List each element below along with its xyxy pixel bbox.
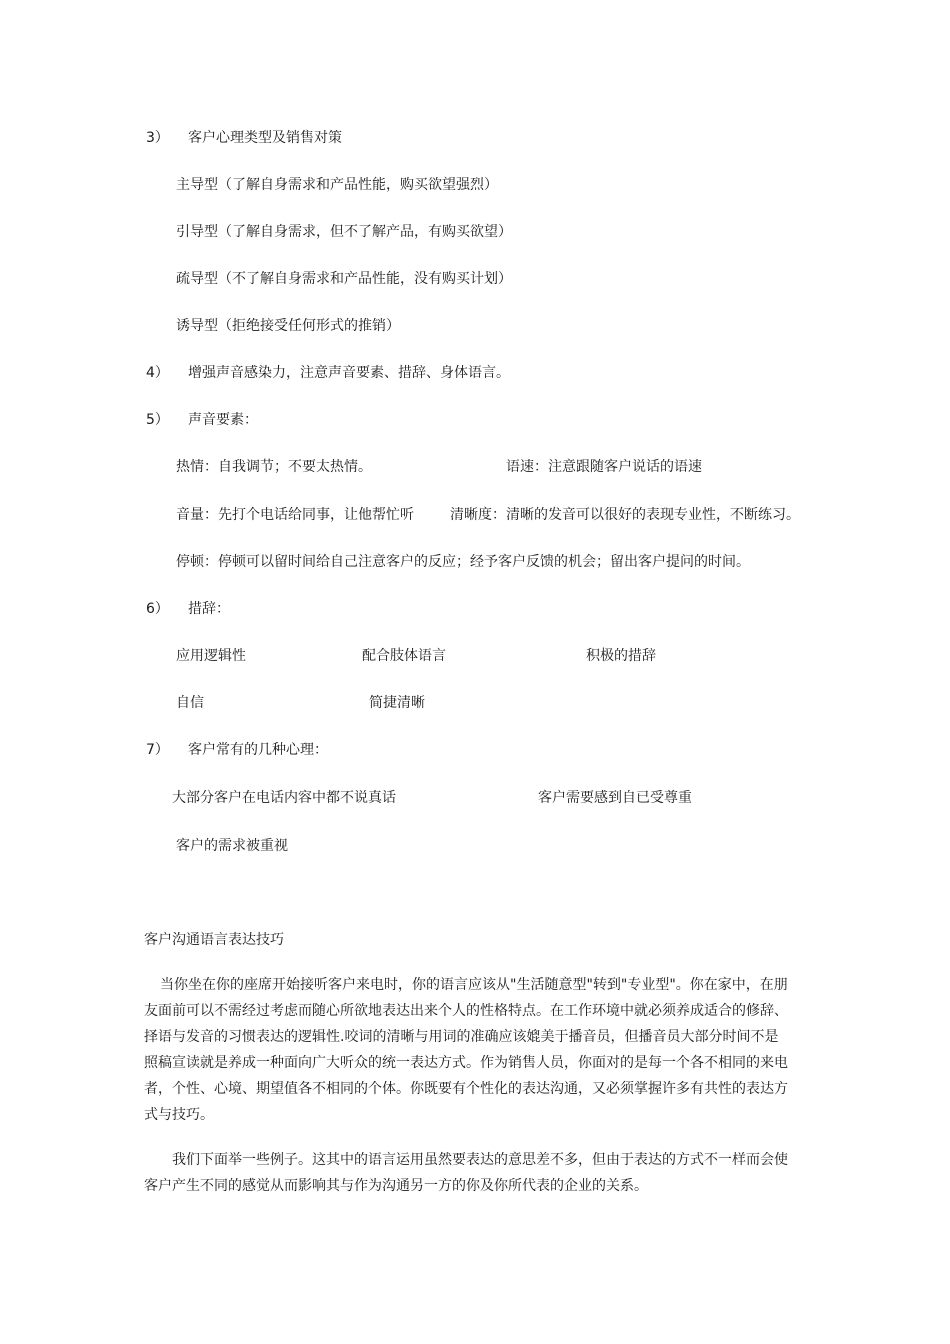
psychology-item: 大部分客户在电话内容中都不说真话 bbox=[172, 790, 396, 806]
paragraph-line: 当你坐在你的座席开始接听客户来电时，你的语言应该从"生活随意型"转到"专业型"。你在家中，在朋 bbox=[160, 977, 788, 993]
voice-speed: 语速：注意跟随客户说话的语速 bbox=[506, 459, 702, 475]
item-number-3: 3） bbox=[146, 130, 169, 146]
paragraph-1 bbox=[144, 972, 806, 1128]
item-number-4: 4） bbox=[146, 365, 169, 381]
list-item: 主导型（了解自身需求和产品性能，购买欲望强烈） bbox=[176, 177, 498, 193]
section-6-title: 措辞： bbox=[188, 601, 230, 617]
psychology-item: 客户的需求被重视 bbox=[176, 838, 288, 854]
voice-enthusiasm: 热情：自我调节；不要太热情。 bbox=[176, 459, 372, 475]
paragraph-line: 者，个性、心境、期望值各不相同的个体。你既要有个性化的表达沟通，又必须掌握许多有共性的表达方 bbox=[144, 1081, 788, 1097]
section-7-title: 客户常有的几种心理： bbox=[188, 742, 328, 758]
voice-clarity: 清晰度：清晰的发音可以很好的表现专业性，不断练习。 bbox=[450, 507, 800, 523]
paragraph-line: 择语与发音的习惯表达的逻辑性.咬词的清晰与用词的准确应该媲美于播音员，但播音员大部分时间不是 bbox=[144, 1029, 779, 1045]
paragraph-line: 照稿宣读就是养成一种面向广大听众的统一表达方式。作为销售人员，你面对的是每一个各不相同的来电 bbox=[144, 1055, 788, 1071]
paragraph-line: 我们下面举一些例子。这其中的语言运用虽然要表达的意思差不多，但由于表达的方式不一样而会使 bbox=[172, 1152, 788, 1168]
paragraph-line: 客户产生不同的感觉从而影响其与作为沟通另一方的你及你所代表的企业的关系。 bbox=[144, 1178, 648, 1194]
wording-item: 简捷清晰 bbox=[369, 695, 425, 711]
voice-pause: 停顿：停顿可以留时间给自己注意客户的反应；经予客户反馈的机会；留出客户提问的时间。 bbox=[176, 554, 750, 570]
section-heading: 客户沟通语言表达技巧 bbox=[144, 932, 284, 948]
section-4-title: 增强声音感染力，注意声音要素、措辞、身体语言。 bbox=[188, 365, 510, 381]
paragraph-line: 式与技巧。 bbox=[144, 1107, 214, 1123]
item-number-6: 6） bbox=[146, 601, 169, 617]
wording-item: 积极的措辞 bbox=[586, 648, 656, 664]
list-item: 疏导型（不了解自身需求和产品性能，没有购买计划） bbox=[176, 271, 512, 287]
paragraph-2 bbox=[144, 1147, 806, 1199]
voice-volume: 音量：先打个电话给同事，让他帮忙听 bbox=[176, 507, 414, 523]
psychology-item: 客户需要感到自已受尊重 bbox=[538, 790, 692, 806]
list-item: 引导型（了解自身需求，但不了解产品，有购买欲望） bbox=[176, 224, 512, 240]
item-number-7: 7） bbox=[146, 742, 169, 758]
wording-item: 应用逻辑性 bbox=[176, 648, 246, 664]
paragraph-line: 友面前可以不需经过考虑而随心所欲地表达出来个人的性格特点。在工作环境中就必须养成适合的修辞、 bbox=[144, 1003, 788, 1019]
item-number-5: 5） bbox=[146, 412, 169, 428]
list-item: 诱导型（拒绝接受任何形式的推销） bbox=[176, 318, 400, 334]
section-3-title: 客户心理类型及销售对策 bbox=[188, 130, 342, 146]
section-5-title: 声音要素： bbox=[188, 412, 258, 428]
wording-item: 自信 bbox=[176, 695, 204, 711]
wording-item: 配合肢体语言 bbox=[362, 648, 446, 664]
